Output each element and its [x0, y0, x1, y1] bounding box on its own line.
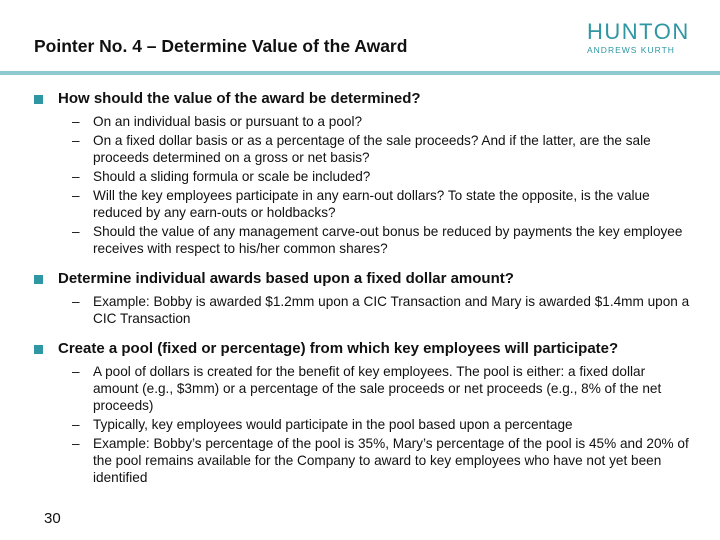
dash-bullet-icon: – — [72, 364, 80, 379]
list-item — [72, 223, 694, 257]
section-heading-text: Determine individual awards based upon a fixed dollar amount? — [58, 270, 514, 287]
page-number: 30 — [44, 510, 61, 527]
title-divider — [0, 71, 720, 75]
list-item — [72, 435, 694, 486]
list-item — [72, 416, 694, 433]
sub-list — [34, 113, 694, 257]
list-item-text: Will the key employees participate in any earn-out dollars? To state the opposite, is the value reduced by any earn-outs or holdbacks? — [93, 188, 650, 220]
list-item — [72, 168, 694, 185]
list-item-text: Should the value of any management carve-out bonus be reduced by payments the key employee receives with respect to his/her common shares? — [93, 224, 683, 256]
slide-content — [34, 90, 694, 499]
list-item — [72, 187, 694, 221]
dash-bullet-icon: – — [72, 294, 80, 309]
section-heading — [34, 270, 694, 288]
section-heading-text: Create a pool (fixed or percentage) from which key employees will participate? — [58, 340, 619, 357]
dash-bullet-icon: – — [72, 169, 80, 184]
list-item-text: Typically, key employees would participate in the pool based upon a percentage — [93, 417, 573, 432]
square-bullet-icon — [34, 95, 43, 104]
list-item-text: On an individual basis or pursuant to a pool? — [93, 114, 363, 129]
section-heading — [34, 90, 694, 108]
square-bullet-icon — [34, 345, 43, 354]
square-bullet-icon — [34, 275, 43, 284]
sub-list — [34, 293, 694, 327]
section-heading-text: How should the value of the award be determined? — [58, 90, 421, 107]
list-item — [72, 363, 694, 414]
list-item — [72, 293, 694, 327]
logo-line-1: HUNTON — [587, 19, 690, 44]
hunton-andrews-kurth-logo — [587, 20, 691, 56]
list-item — [72, 113, 694, 130]
section-heading — [34, 340, 694, 358]
dash-bullet-icon: – — [72, 224, 80, 239]
dash-bullet-icon: – — [72, 188, 80, 203]
list-item-text: Example: Bobby is awarded $1.2mm upon a CIC Transaction and Mary is awarded $1.4mm upon a CIC Transaction — [93, 294, 690, 326]
dash-bullet-icon: – — [72, 436, 80, 451]
list-item-text: Example: Bobby’s percentage of the pool is 35%, Mary’s percentage of the pool is 45% and 20% of the pool remains available for the Company to award to key employees who have not yet been identified — [93, 436, 689, 485]
dash-bullet-icon: – — [72, 133, 80, 148]
list-item-text: On a fixed dollar basis or as a percentage of the sale proceeds? And if the latter, are the sale proceeds determined on a gross or net basis? — [93, 133, 651, 165]
logo-line-2: ANDREWS KURTH — [587, 45, 675, 55]
sub-list — [34, 363, 694, 486]
list-item-text: A pool of dollars is created for the benefit of key employees. The pool is either: a fixed dollar amount (e.g., $3mm) or a percentage of the sale proceeds or net proceeds (e.g., 8% of the net proceeds) — [93, 364, 662, 413]
section-value-determination — [34, 90, 694, 257]
list-item — [72, 132, 694, 166]
dash-bullet-icon: – — [72, 417, 80, 432]
dash-bullet-icon: – — [72, 114, 80, 129]
section-pool — [34, 340, 694, 486]
section-fixed-dollar-awards — [34, 270, 694, 327]
list-item-text: Should a sliding formula or scale be included? — [93, 169, 371, 184]
page-title: Pointer No. 4 – Determine Value of the Award — [34, 36, 408, 56]
